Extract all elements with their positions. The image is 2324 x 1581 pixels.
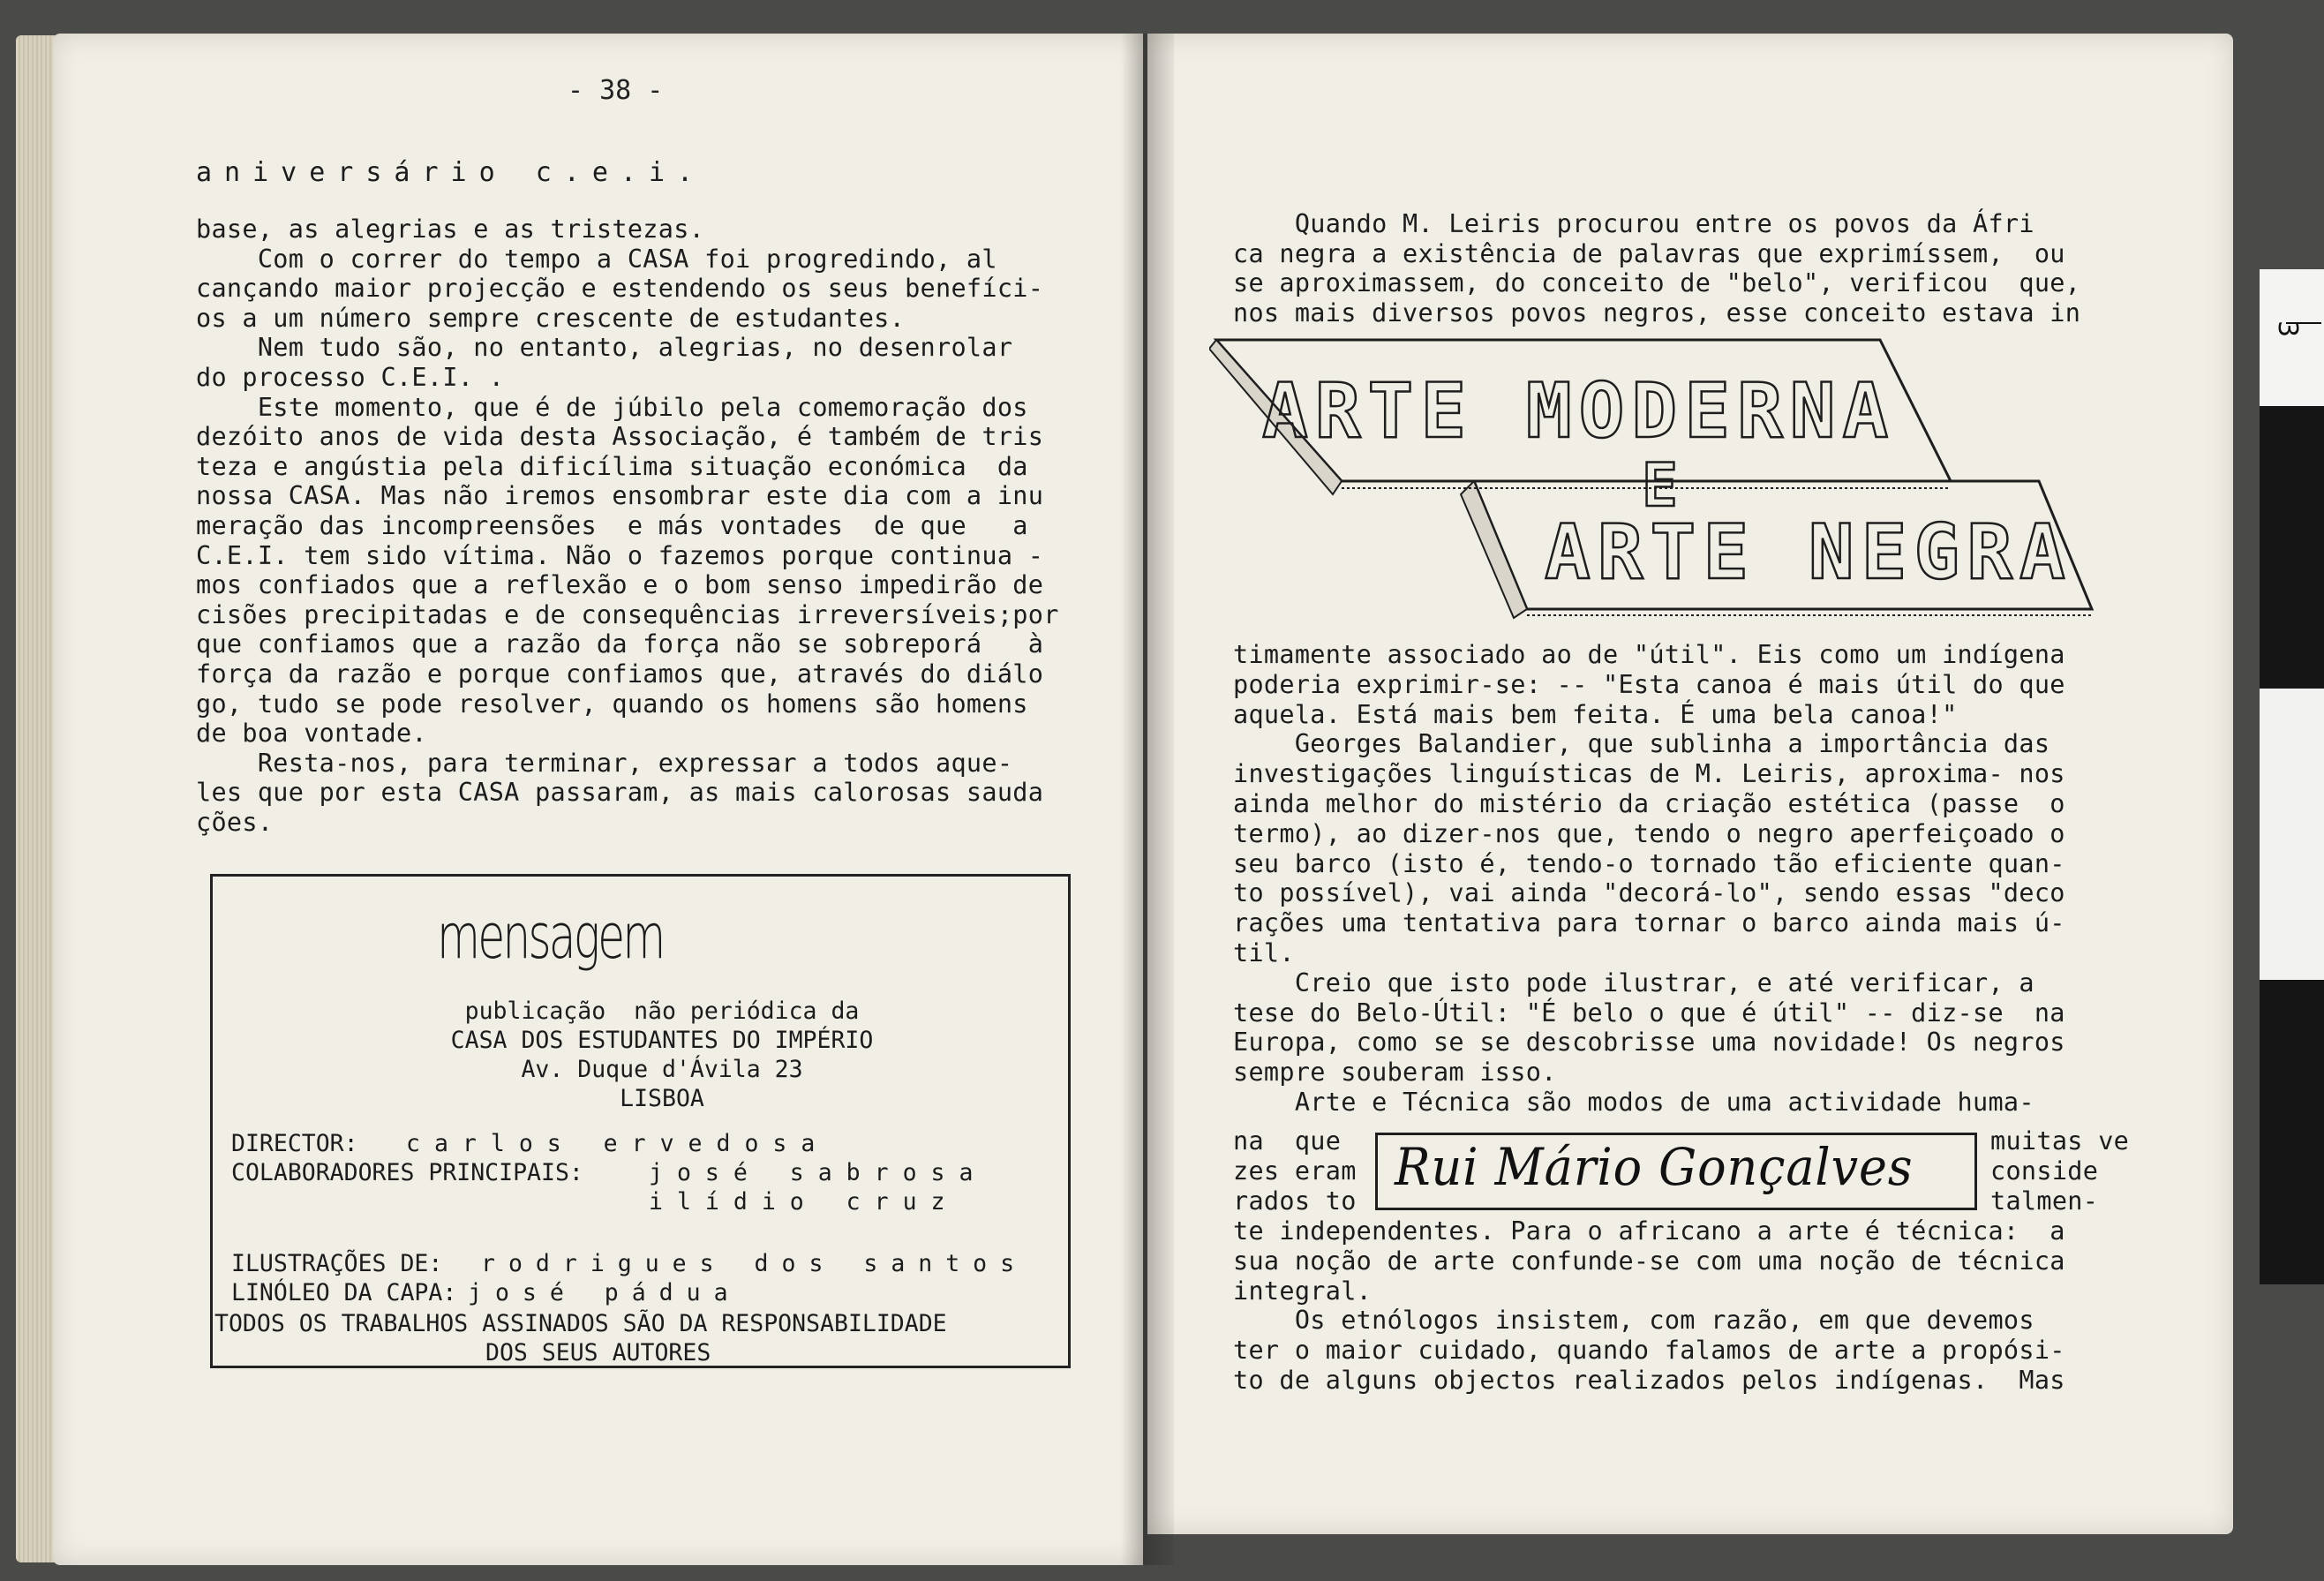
body-text-line: to de alguns objectos realizados pelos indígenas. Mas xyxy=(1233,1366,2065,1395)
title-banner xyxy=(1209,331,2101,622)
body-text-line: sempre souberam isso. xyxy=(1233,1058,1557,1088)
body-text-line: mos confiados que a reflexão e o bom senso impedirão de xyxy=(196,570,1044,600)
body-text-line: Quando M. Leiris procurou entre os povos da Áfri xyxy=(1233,209,2034,238)
body-text-line: cançando maior projecção e estendendo os seus benefíci- xyxy=(196,274,1044,304)
body-text-line: tese do Belo-Útil: "É belo o que é útil" -- diz-se na xyxy=(1233,998,2065,1028)
body-text-line: força da razão e porque confiamos que, através do diálo xyxy=(196,659,1044,689)
body-text-line: til. xyxy=(1233,938,1295,967)
disclaimer-line-1: TODOS OS TRABALHOS ASSINADOS SÃO DA RESPONSABILIDADE xyxy=(214,1310,947,1337)
body-text-line: ca negra a existência de palavras que exprimíssem, ou xyxy=(1233,238,2065,268)
body-text-line: Arte e Técnica são modos de uma actividade huma- xyxy=(1233,1088,2034,1117)
body-text-line: muitas ve xyxy=(1990,1126,2130,1156)
body-text-line: sua noção de arte confunde-se com uma noção de técnica xyxy=(1233,1246,2065,1276)
body-text-line: Nem tudo são, no entanto, alegrias, no desenrolar xyxy=(196,333,1013,363)
illustrations-label: ILUSTRAÇÕES DE: xyxy=(231,1250,443,1277)
body-text-line: os a um número sempre crescente de estudantes. xyxy=(196,303,906,333)
body-text-line: se aproximassem, do conceito de "belo", verificou que, xyxy=(1233,268,2081,298)
cover-artist-name: josé pádua xyxy=(468,1279,741,1306)
body-text-line: Europa, como se se descobrisse uma novidade! Os negros xyxy=(1233,1028,2065,1058)
masthead-org: CASA DOS ESTUDANTES DO IMPÉRIO xyxy=(450,1027,874,1054)
masthead-city: LISBOA xyxy=(620,1085,704,1112)
body-text-line: ainda melhor do mistério da criação estética (passe o xyxy=(1233,789,2065,818)
body-text-line: teza e angústia pela dificílima situação económica da xyxy=(196,451,1028,481)
director-name: carlos ervedosa xyxy=(406,1130,830,1157)
masthead-subtitle: publicação não periódica da xyxy=(464,998,860,1025)
ruler-band xyxy=(2260,980,2324,1284)
body-text-line: termo), ao dizer-nos que, tendo o negro aperfeiçoado o xyxy=(1233,818,2065,848)
collaborator-2: ilídio cruz xyxy=(649,1188,959,1216)
body-text-line: timamente associado ao de "útil". Eis como um indígena xyxy=(1233,640,2065,669)
body-text-line: nos mais diversos povos negros, esse conceito estava in xyxy=(1233,297,2081,327)
body-text-line: Creio que isto pode ilustrar, e até verificar, a xyxy=(1233,967,2034,998)
body-text-line: te independentes. Para o africano a arte é técnica: a xyxy=(1233,1216,2065,1246)
body-text-line: cisões precipitadas e de consequências irreversíveis;por xyxy=(196,599,1059,629)
body-text-line: talmen- xyxy=(1990,1186,2099,1216)
page-number: - 38 - xyxy=(568,75,664,106)
body-text-line: do processo C.E.I. . xyxy=(196,363,505,392)
body-text-line: nossa CASA. Mas não iremos ensombrar este dia com a inu xyxy=(196,481,1044,511)
body-text-line: meração das incompreensões e más vontades de que a xyxy=(196,511,1028,540)
body-text-line: de boa vontade. xyxy=(196,719,427,749)
body-text-line: seu barco (isto é, tendo-o tornado tão eficiente quan- xyxy=(1233,848,2065,878)
color-scale-ruler xyxy=(2260,269,2324,1284)
cover-linoleum-label: LINÓLEO DA CAPA: xyxy=(231,1279,457,1306)
body-text-line: Com o correr do tempo a CASA foi progredindo, al xyxy=(196,244,997,274)
body-text-line: integral. xyxy=(1233,1276,1373,1306)
banner-fold-right xyxy=(1461,481,1527,618)
illustrator-name: rodrigues dos santos xyxy=(481,1250,1028,1277)
body-text-line: les que por esta CASA passaram, as mais calorosas sauda xyxy=(196,778,1044,808)
disclaimer-line-2: DOS SEUS AUTORES xyxy=(485,1339,711,1366)
body-text-line: C.E.I. tem sido vítima. Não o fazemos porque continua - xyxy=(196,540,1044,570)
ruler-label: 3 xyxy=(2272,320,2304,338)
body-text-line: conside xyxy=(1990,1156,2099,1186)
collaborator-1: josé sabrosa xyxy=(649,1159,988,1186)
body-text-line: base, as alegrias e as tristezas. xyxy=(196,215,705,244)
body-text-line: ter o maior cuidado, quando falamos de arte a propósi- xyxy=(1233,1336,2065,1366)
banner-line-3: ARTE NEGRA xyxy=(1545,508,2072,597)
collaborators-label: COLABORADORES PRINCIPAIS: xyxy=(231,1159,583,1186)
body-text-line: rações uma tentativa para tornar o barco ainda mais ú- xyxy=(1233,908,2065,938)
banner-line-1: ARTE MODERNA xyxy=(1262,367,1896,455)
body-text-line: zes eram xyxy=(1233,1156,1357,1186)
body-text-line: to possível), vai ainda "decorá-lo", sendo essas "deco xyxy=(1233,878,2065,908)
body-text-line: dezóito anos de vida desta Associação, é também de tris xyxy=(196,422,1044,452)
ruler-band xyxy=(2260,689,2324,980)
section-heading: aniversário c.e.i. xyxy=(196,157,706,188)
body-text-line: Os etnólogos insistem, com razão, em que devemos xyxy=(1233,1306,2034,1336)
body-text-line: na que xyxy=(1233,1126,1342,1156)
body-text-line: Georges Balandier, que sublinha a importância das xyxy=(1233,729,2050,759)
body-text-line: rados to xyxy=(1233,1186,1357,1216)
body-text-line: go, tudo se pode resolver, quando os homens são homens xyxy=(196,689,1028,719)
body-text-line: ções. xyxy=(196,808,274,837)
body-text-line: aquela. Está mais bem feita. É uma bela canoa!" xyxy=(1233,699,1958,729)
body-text-line: Este momento, que é de júbilo pela comemoração dos xyxy=(196,392,1028,422)
body-text-line: Resta-nos, para terminar, expressar a todos aque- xyxy=(196,748,1013,778)
mensagem-logo: mensagem xyxy=(437,900,664,973)
director-label: DIRECTOR: xyxy=(231,1130,358,1157)
masthead-address: Av. Duque d'Ávila 23 xyxy=(521,1056,803,1083)
book-gutter xyxy=(1121,34,1174,1565)
ruler-band xyxy=(2260,269,2324,408)
ruler-band xyxy=(2260,406,2324,689)
banner-line-2: E xyxy=(1642,451,1678,521)
body-text-line: poderia exprimir-se: -- "Esta canoa é mais útil do que xyxy=(1233,669,2065,699)
body-text-line: que confiamos que a razão da força não se sobreporá à xyxy=(196,629,1044,659)
author-signature: Rui Mário Gonçalves xyxy=(1395,1137,1914,1197)
body-text-line: investigações linguísticas de M. Leiris, aproxima- nos xyxy=(1233,759,2065,789)
